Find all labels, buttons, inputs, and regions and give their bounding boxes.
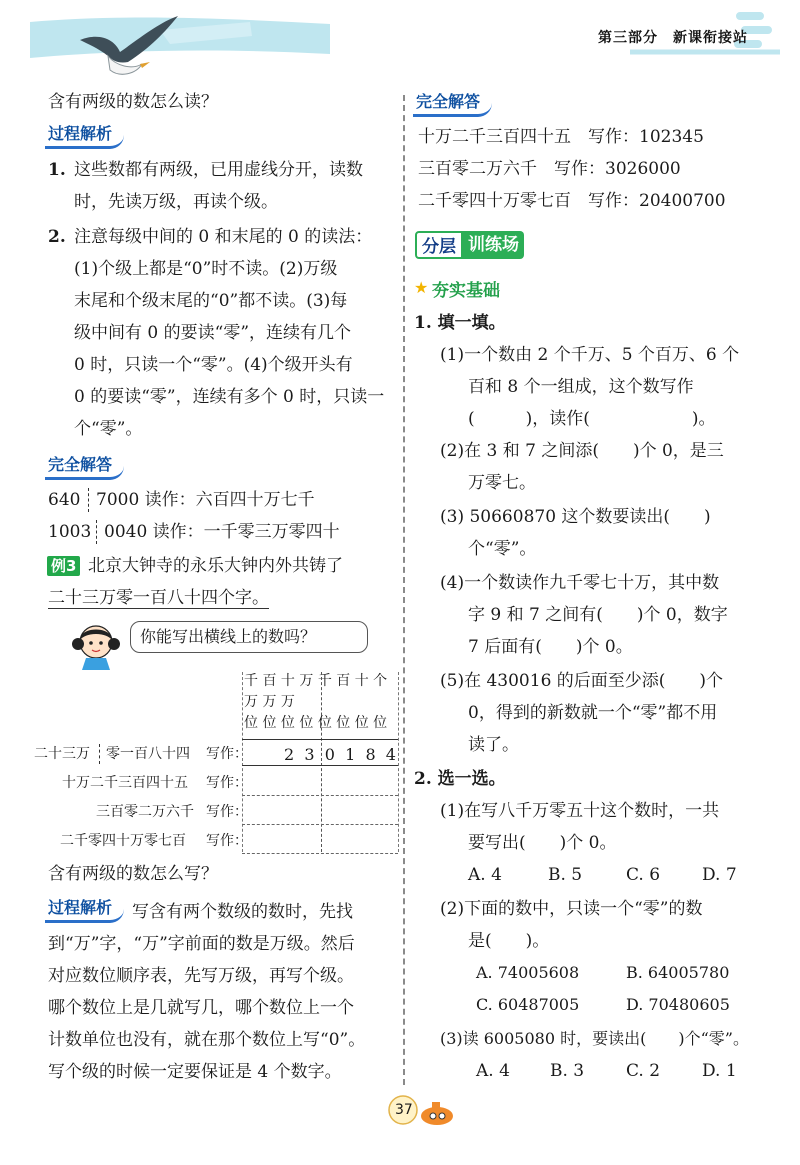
tag-process-analysis-2: 过程解析 <box>45 898 124 923</box>
table-row-2-rule <box>242 795 398 796</box>
banner-part-b: 训练场 <box>463 231 524 259</box>
row-2-label: 十万二千三百四十五 <box>62 775 188 791</box>
answer-line-3: 二千零四十万零七百 写作：20400700 <box>418 191 726 211</box>
q2-1-line-a: (1)在写八千万零五十这个数时，一共 <box>440 801 720 821</box>
q2-2-option-c: C. 60487005 <box>476 995 580 1014</box>
point-2-line-7: 个“零”。 <box>74 419 143 439</box>
row-1-label-b: 零一百八十四 <box>106 746 190 762</box>
question-write: 含有两级的数怎么写？ <box>48 864 218 884</box>
example-3-line-1: 北京大钟寺的永乐大钟内外共铸了 <box>88 556 343 576</box>
answer-1-part-a: 640 <box>48 490 81 510</box>
table-row-4-rule <box>242 853 398 854</box>
q1-2-line-b: 万零七。 <box>468 473 536 493</box>
write-line-3: 对应数位顺序表，先写万级，再写个级。 <box>48 966 354 986</box>
q1-4-line-a: (4)一个数读作九千零七十万，其中数 <box>440 573 720 593</box>
row-1-write: 写作： <box>206 746 248 762</box>
q2-3-option-b: B. 3 <box>550 1061 585 1081</box>
q2-1-option-b: B. 5 <box>548 865 583 885</box>
place-header-mid: 万 万 万 <box>244 694 295 710</box>
q2-1-option-c: C. 6 <box>626 865 661 885</box>
point-2-number: 2. <box>48 227 66 247</box>
table-row-3-rule <box>242 824 398 825</box>
answer-1-part-b: 7000 读作：六百四十万七千 <box>96 490 315 510</box>
q2-2-line-a: (2)下面的数中，只读一个“零”的数 <box>440 899 703 919</box>
q1-5-line-a: (5)在 430016 的后面至少添( )个 <box>440 671 724 691</box>
q2-2-option-b: B. 64005780 <box>626 963 730 982</box>
q2-3-option-d: D. 1 <box>702 1061 737 1081</box>
row-4-label: 二千零四十万零七百 <box>60 833 186 849</box>
place-header-top: 千 百 十 万 千 百 十 个 <box>244 673 388 689</box>
point-2-line-2: (1)个级上都是“0”时不读。(2)万级 <box>74 259 338 279</box>
row-3-label: 三百零二万六千 <box>96 804 194 820</box>
column-divider <box>403 95 405 1085</box>
q2-1-line-b: 要写出( )个 0。 <box>468 833 617 853</box>
question-1-title: 1. 填一填。 <box>414 313 506 333</box>
q1-2-line-a: (2)在 3 和 7 之间添( )个 0，是三 <box>440 441 724 461</box>
table-row-1-rule <box>242 765 398 766</box>
q1-1-line-a: (1)一个数由 2 个千万、5 个百万、6 个 <box>440 345 740 365</box>
example-3-line-2: 二十三万零一百八十四个字。 <box>48 588 269 608</box>
point-1-line-1: 这些数都有两级，已用虚线分开，读数 <box>74 160 363 180</box>
q1-1-line-c: ( )，读作( )。 <box>468 409 716 429</box>
q2-2-line-b: 是( )。 <box>468 931 550 951</box>
q2-3-option-a: A. 4 <box>476 1061 510 1081</box>
point-2-line-3: 末尾和个级末尾的“0”都不读。(3)每 <box>74 291 348 311</box>
q2-1-option-d: D. 7 <box>702 865 737 885</box>
q2-1-option-a: A. 4 <box>468 865 502 885</box>
write-line-4: 哪个数位上是几就写几，哪个数位上一个 <box>48 998 354 1018</box>
q2-2-option-a: A. 74005608 <box>476 963 580 982</box>
write-line-5: 计数单位也没有，就在那个数位上写“0”。 <box>48 1030 366 1050</box>
right-tag-full-answer: 完全解答 <box>413 92 492 117</box>
answer-2-separator <box>96 520 97 544</box>
submarine-icon <box>421 1102 453 1125</box>
row-4-write: 写作： <box>206 833 248 849</box>
answer-2-part-a: 1003 <box>48 522 92 542</box>
point-2-line-1: 注意每级中间的 0 和末尾的 0 的读法： <box>74 227 373 247</box>
row-1-label-a: 二十三万 <box>34 746 90 762</box>
row-2-write: 写作： <box>206 775 248 791</box>
q1-3-line-b: 个“零”。 <box>468 539 537 559</box>
answer-line-2: 三百零二万六千 写作：3026000 <box>418 159 681 179</box>
q2-3-line-a: (3)读 6005080 时，要读出( )个“零”。 <box>440 1029 749 1048</box>
banner-part-a: 分层 <box>415 231 463 259</box>
write-line-6: 写个级的时候一定要保证是 4 个数字。 <box>48 1062 342 1082</box>
q1-4-line-b: 字 9 和 7 之间有( )个 0，数字 <box>468 605 728 625</box>
table-line-left <box>242 672 243 852</box>
point-2-line-4: 级中间有 0 的要读“零”，连续有几个 <box>74 323 352 343</box>
q2-3-option-c: C. 2 <box>626 1061 661 1081</box>
table-line-right <box>398 672 399 852</box>
q1-4-line-c: 7 后面有( )个 0。 <box>468 637 633 657</box>
star-icon: ★ <box>414 278 429 297</box>
speech-bubble-text: 你能写出横线上的数吗？ <box>140 627 317 646</box>
write-line-2: 到“万”字，“万”字前面的数是万级。然后 <box>48 934 355 954</box>
q1-5-line-c: 读了。 <box>468 735 519 755</box>
place-header-bottom: 位 位 位 位 位 位 位 位 <box>244 715 388 731</box>
write-line-1: 写含有两个数级的数时，先找 <box>132 902 353 922</box>
answer-1-separator <box>88 488 89 512</box>
girl-avatar-icon <box>70 618 130 670</box>
question-2-title: 2. 选一选。 <box>414 769 506 789</box>
q1-5-line-b: 0，得到的新数就一个“零”都不用 <box>468 703 718 723</box>
tag-process-analysis: 过程解析 <box>45 124 124 149</box>
row-1-separator <box>99 744 100 764</box>
point-1-number: 1. <box>48 160 66 180</box>
training-section-banner <box>415 231 524 259</box>
example-3-label: 例3 <box>47 556 80 576</box>
page-number: 37 <box>395 1102 413 1118</box>
q1-1-line-b: 百和 8 个一组成，这个数写作 <box>468 377 694 397</box>
tag-full-answer: 完全解答 <box>45 455 124 480</box>
q1-3-line-a: (3) 50660870 这个数要读出( ) <box>440 507 711 527</box>
answer-2-part-b: 0040 读作：一千零三万零四十 <box>104 522 340 542</box>
row-1-digits: 2 3 0 1 8 4 <box>284 745 396 764</box>
question-read: 含有两级的数怎么读？ <box>48 92 218 112</box>
point-1-line-2: 时，先读万级，再读个级。 <box>74 192 278 212</box>
q2-2-option-d: D. 70480605 <box>626 995 730 1014</box>
subsection-title: 夯实基础 <box>432 281 500 301</box>
point-2-line-5: 0 时，只读一个“零”。(4)个级开头有 <box>74 355 353 375</box>
table-header-rule <box>242 739 398 740</box>
answer-line-1: 十万二千三百四十五 写作：102345 <box>418 127 704 147</box>
header-section-title: 第三部分 新课衔接站 <box>598 30 748 46</box>
point-2-line-6: 0 的要读“零”，连续有多个 0 时，只读一 <box>74 387 385 407</box>
row-3-write: 写作： <box>206 804 248 820</box>
